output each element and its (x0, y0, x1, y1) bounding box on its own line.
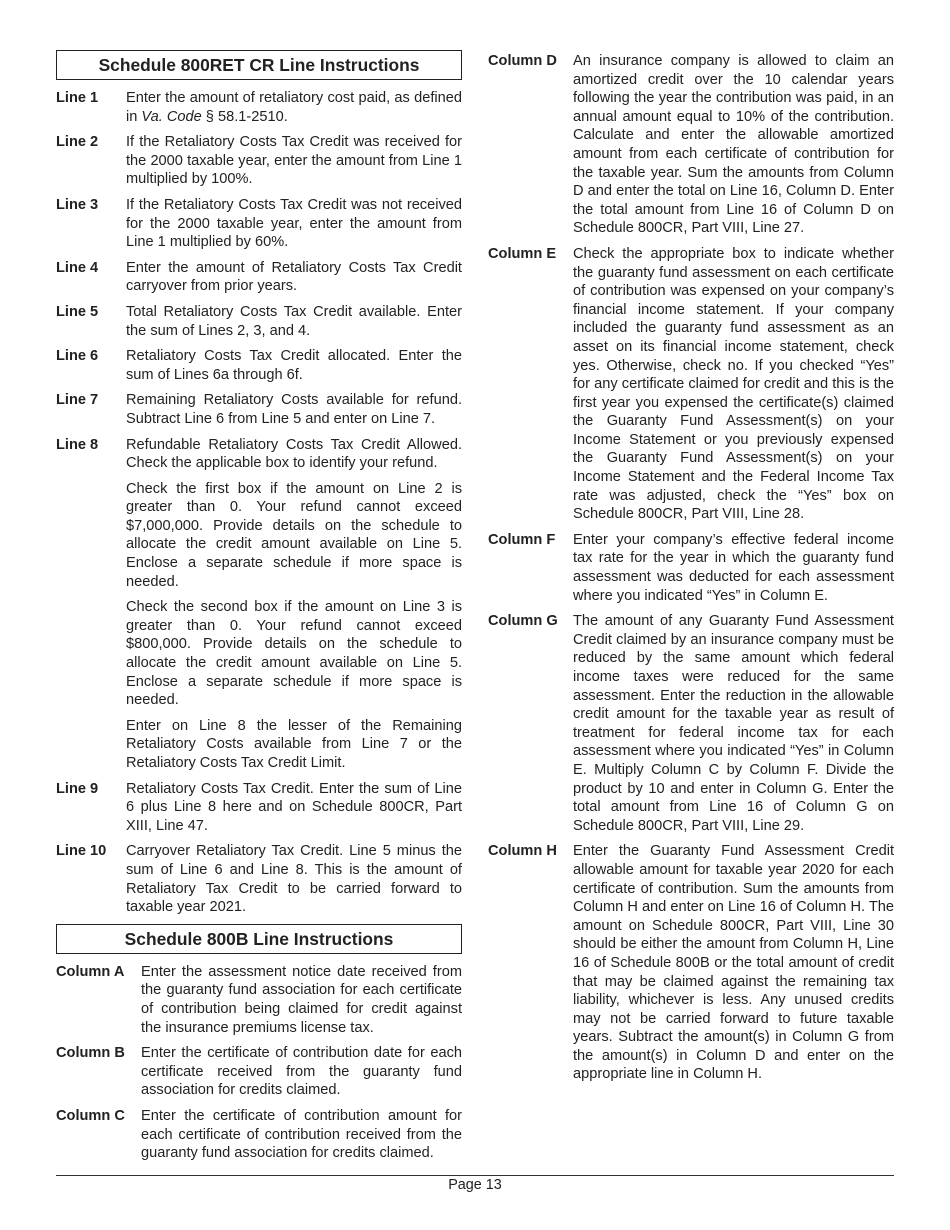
line-7-instruction (56, 391, 462, 428)
column-text: Enter the certificate of contribution date for each certificate received from the guaranty fund association for credits claimed. (141, 1045, 462, 1099)
column-label: Column B (56, 1045, 125, 1062)
column-e-instruction (488, 245, 894, 524)
line-label: Line 8 (56, 436, 99, 453)
column-text: Check the appropriate box to indicate whether the guaranty fund assessment on each certificate of contribution was expensed on your company’s financial income statement. If your company included the guaranty fund assessment as an asset on its financial income statement, check yes. Otherwise, check no. If you checked “Yes” for any certificate claimed for credit and this is the first year you expensed the certificate(s) claimed the Guaranty Fund Assessment(s) on your Income Statement or you previously expensed the Guaranty Fund Assessment(s) on your Income Statement and the Federal Income Tax rate was adjusted, check the “Yes” box on Schedule 800CR, Part VIII, Line 28. (573, 245, 894, 523)
line-text: Remaining Retaliatory Costs available for refund. Subtract Line 6 from Line 5 and enter on Line 7. (126, 392, 462, 427)
line-label: Line 3 (56, 196, 99, 213)
line-label: Line 7 (56, 392, 99, 409)
column-a-instruction (56, 963, 462, 1037)
line-4-instruction (56, 259, 462, 296)
line-5-instruction (56, 303, 462, 340)
column-text: Enter the assessment notice date received from the guaranty fund association for each certificate of contribution being claimed for credit against the insurance premiums license tax. (141, 963, 462, 1036)
line-text: If the Retaliatory Costs Tax Credit was received for the 2000 taxable year, enter the amount from Line 1 multiplied by 100%. (126, 134, 462, 188)
column-label: Column D (488, 53, 557, 69)
line-10-instruction (56, 842, 462, 916)
line-text: Carryover Retaliatory Tax Credit. Line 5 minus the sum of Line 6 and Line 8. This is the amount of Retaliatory Tax Credit to be carried forward to taxable year 2021. (126, 843, 462, 916)
line-8-paragraph: Refundable Retaliatory Costs Tax Credit Allowed. Check the applicable box to identify your refund. (126, 436, 462, 472)
line-8-instruction (56, 436, 462, 773)
column-label: Column G (488, 613, 558, 630)
line-2-instruction (56, 133, 462, 189)
line-text: Retaliatory Costs Tax Credit. Enter the sum of Line 6 plus Line 8 here and on Schedule 800CR, Part XIII, Line 47. (126, 780, 462, 834)
column-text: Enter the Guaranty Fund Assessment Credit allowable amount for taxable year 2020 for each certificate of contribution. Sum the amounts from Column H and enter on Line 16 of Column H. The amount on Schedule 800CR, Part VIII, Line 30 should be either the amount from Column H, Line 16 of Schedule 800B or the total amount of credit that may be claimed against the remaining tax liability, whichever is less. Any unused credits may not be carried forward to future taxable years. Subtract the amount(s) in Column G from the amount(s) in Column D and enter on the appropriate line in Column H. (573, 843, 894, 1083)
line-label: Line 9 (56, 780, 99, 797)
column-text: Enter the certificate of contribution amount for each certificate of contribution received from the guaranty fund association for credits claimed. (141, 1107, 462, 1162)
right-column (488, 52, 894, 1091)
column-label: Column H (488, 843, 557, 860)
column-label: Column C (56, 1107, 125, 1124)
column-text: The amount of any Guaranty Fund Assessment Credit claimed by an insurance company must be reduced by the same amount which federal income taxes were reduced for the same assessment. Enter the reduction in the allowable credit amount for the taxable year as result of treatment for federal income tax for each assessment where you indicated “Yes” in Column E. Multiply Column C by Column F. Divide the product by 10 and enter in Column G. Enter the total amount from Line 16 of Column G on Schedule 800CR, Part VIII, Line 29. (573, 613, 894, 834)
column-label: Column E (488, 245, 557, 262)
column-d-instruction (488, 52, 894, 238)
line-9-instruction (56, 780, 462, 836)
page-number: Page 13 (448, 1177, 502, 1193)
line-text: Total Retaliatory Costs Tax Credit available. Enter the sum of Lines 2, 3, and 4. (126, 303, 462, 339)
line-label: Line 4 (56, 259, 99, 276)
column-g-instruction (488, 612, 894, 835)
column-label: Column A (56, 963, 125, 980)
column-label: Column F (488, 531, 556, 548)
line-3-instruction (56, 196, 462, 252)
column-c-instruction (56, 1107, 462, 1163)
column-h-instruction (488, 842, 894, 1084)
schedule-800ret-cr-heading: Schedule 800RET CR Line Instructions (56, 50, 462, 80)
va-code-citation: Va. Code (141, 108, 202, 125)
line-label: Line 6 (56, 348, 99, 365)
line-label: Line 5 (56, 303, 99, 320)
line-label: Line 1 (56, 90, 99, 106)
line-text: Retaliatory Costs Tax Credit allocated. Enter the sum of Lines 6a through 6f. (126, 348, 462, 383)
line-8-paragraph: Check the first box if the amount on Line 2 is greater than 0. Your refund cannot exceed $7,000,000. Provide details on the schedule to allocate the credit amount available on Line 5. Enclose a separate schedule if more space is needed. (126, 480, 462, 590)
line-1-text-pre: Enter the amount of retaliatory cost paid, as defined in (126, 90, 462, 125)
column-text: Enter your company’s effective federal income tax rate for the year in which the guaranty fund assessment was deducted for each assessment where you indicated “Yes” in Column E. (573, 531, 894, 604)
schedule-800b-heading: Schedule 800B Line Instructions (56, 924, 462, 954)
line-1-text-post: § 58.1-2510. (201, 108, 288, 125)
line-8-paragraph: Check the second box if the amount on Line 3 is greater than 0. Your refund cannot exceed $800,000. Provide details on the schedule to allocate the credit amount available on Line 5. Enclose a separate schedule if more space is needed. (126, 599, 462, 709)
column-text: An insurance company is allowed to claim an amortized credit over the 10 calendar years following the year the contribution was paid, in an annual amount equal to 10% of the contribution. Calculate and enter the allowable amortized amount from each certificate of contribution for the taxable year. Sum the amounts from Column D and enter the total on Line 16, Column D. Enter the total amount from Line 16 of Column D on Schedule 800CR, Part VIII, Line 27. (573, 53, 894, 237)
line-8-paragraph: Enter on Line 8 the lesser of the Remaining Retaliatory Costs available from Line 7 or the Retaliatory Costs Tax Credit Limit. (126, 717, 462, 771)
left-column (56, 50, 462, 1170)
line-label: Line 2 (56, 134, 99, 151)
line-text: If the Retaliatory Costs Tax Credit was not received for the 2000 taxable year, enter the amount from Line 1 multiplied by 60%. (126, 196, 462, 251)
line-1-instruction (56, 89, 462, 126)
line-text: Enter the amount of Retaliatory Costs Tax Credit carryover from prior years. (126, 259, 462, 295)
column-f-instruction (488, 531, 894, 605)
column-b-instruction (56, 1044, 462, 1100)
line-6-instruction (56, 347, 462, 384)
line-label: Line 10 (56, 843, 107, 860)
